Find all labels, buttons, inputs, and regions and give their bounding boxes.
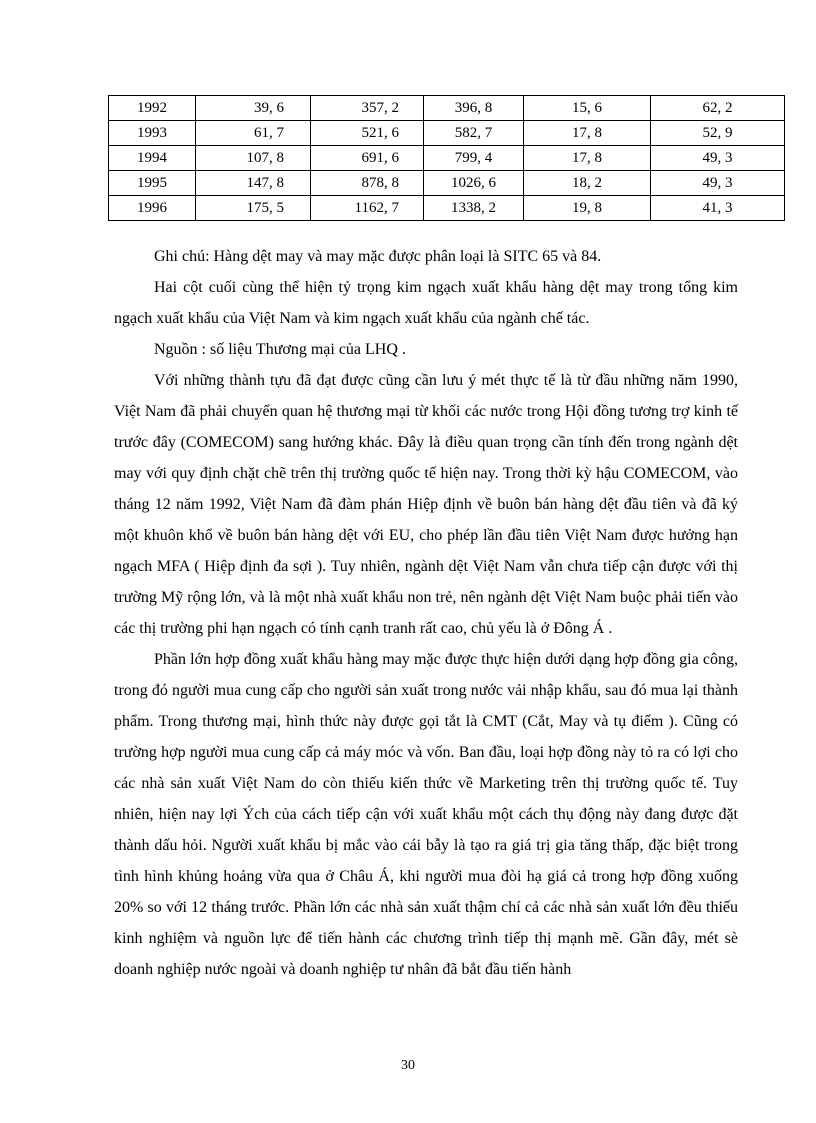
table-cell: 49, 3 xyxy=(651,146,785,171)
table-cell: 18, 2 xyxy=(524,171,651,196)
table-cell: 39, 6 xyxy=(196,96,311,121)
table-cell: 1338, 2 xyxy=(424,196,524,221)
table-cell: 691, 6 xyxy=(311,146,424,171)
table-cell: 17, 8 xyxy=(524,121,651,146)
table-cell: 1995 xyxy=(109,171,196,196)
table-cell: 1993 xyxy=(109,121,196,146)
table-cell: 52, 9 xyxy=(651,121,785,146)
table-cell: 582, 7 xyxy=(424,121,524,146)
table-row xyxy=(109,146,785,171)
table-row xyxy=(109,121,785,146)
table-cell: 1994 xyxy=(109,146,196,171)
table-cell: 878, 8 xyxy=(311,171,424,196)
table-cell: 357, 2 xyxy=(311,96,424,121)
table-cell: 799, 4 xyxy=(424,146,524,171)
table-cell: 147, 8 xyxy=(196,171,311,196)
table-cell: 19, 8 xyxy=(524,196,651,221)
cmt-contract-paragraph: Phần lớn hợp đồng xuất khẩu hàng may mặc được thực hiện dưới dạng hợp đồng gia công, trong đó người mua cung cấp cho người sản xuất trong nước vải nhập khẩu, sau đó mua lại thành phẩm. Trong thương mại, hình thức này được gọi tắt là CMT (Cắt, May và tụ điểm ). Cũng có trường hợp người mua cung cấp cả máy móc và vốn. Ban đầu, loại hợp đồng này tỏ ra có lợi cho các nhà sản xuất Việt Nam do còn thiếu kiến thức về Marketing trên thị trường quốc tế. Tuy nhiên, hiện nay lợi Ých của cách tiếp cận với xuất khẩu một cách thụ động này đang được đặt thành dấu hỏi. Người xuất khẩu bị mắc vào cái bẫy là tạo ra giá trị gia tăng thấp, đặc biệt trong tình hình khủng hoảng vừa qua ở Châu Á, khi người mua đòi hạ giá cả trong hợp đồng xuống 20% so với 12 tháng trước. Phần lớn các nhà sản xuất thậm chí cả các nhà sản xuất lớn đều thiếu kinh nghiệm và nguồn lực để tiến hành các chương trình tiếp thị mạnh mẽ. Gần đây, mét sè doanh nghiệp nước ngoài và doanh nghiệp tư nhân đã bắt đầu tiến hành xyxy=(114,651,738,978)
table-cell: 1992 xyxy=(109,96,196,121)
source-paragraph: Nguồn : số liệu Thương mại của LHQ . xyxy=(154,341,406,358)
table-cell: 175, 5 xyxy=(196,196,311,221)
body-text xyxy=(114,241,738,985)
columns-explanation-paragraph: Hai cột cuối cùng thể hiện tỷ trọng kim ngạch xuất khẩu hàng dệt may trong tổng kim ngạch xuất khẩu của Việt Nam và kim ngạch xuất khẩu của ngành chế tác. xyxy=(114,279,738,327)
table-cell: 396, 8 xyxy=(424,96,524,121)
table-cell: 1996 xyxy=(109,196,196,221)
table-cell: 1026, 6 xyxy=(424,171,524,196)
table-cell: 1162, 7 xyxy=(311,196,424,221)
table-cell: 521, 6 xyxy=(311,121,424,146)
export-data-table xyxy=(108,95,785,221)
table-row xyxy=(109,96,785,121)
table-cell: 107, 8 xyxy=(196,146,311,171)
table-cell: 17, 8 xyxy=(524,146,651,171)
comecom-paragraph: Với những thành tựu đã đạt được cũng cần lưu ý mét thực tế là từ đầu những năm 1990, Việt Nam đã phải chuyển quan hệ thương mại từ khối các nước trong Hội đồng tương trợ kinh tế trước đây (COMECOM) sang hướng khác. Đây là điều quan trọng cần tính đến trong ngành dệt may với quy định chặt chẽ trên thị trường quốc tế hiện nay. Trong thời kỳ hậu COMECOM, vào tháng 12 năm 1992, Việt Nam đã đàm phán Hiệp định về buôn bán hàng dệt đầu tiên và đã ký một khuôn khổ về buôn bán hàng dệt với EU, cho phép lần đầu tiên Việt Nam được hưởng hạn ngạch MFA ( Hiệp định đa sợi ). Tuy nhiên, ngành dệt Việt Nam vẫn chưa tiếp cận được với thị trường Mỹ rộng lớn, và là một nhà xuất khẩu non trẻ, nên ngành dệt Việt Nam buộc phải tiến vào các thị trường phi hạn ngạch có tính cạnh tranh rất cao, chủ yếu là ở Đông Á . xyxy=(114,372,738,637)
table-cell: 41, 3 xyxy=(651,196,785,221)
table-cell: 49, 3 xyxy=(651,171,785,196)
table-cell: 15, 6 xyxy=(524,96,651,121)
table-cell: 62, 2 xyxy=(651,96,785,121)
note-paragraph: Ghi chú: Hàng dệt may và may mặc được phân loại là SITC 65 và 84. xyxy=(154,248,602,265)
table-cell: 61, 7 xyxy=(196,121,311,146)
table-row xyxy=(109,171,785,196)
page-number: 30 xyxy=(401,1058,415,1073)
table-row xyxy=(109,196,785,221)
